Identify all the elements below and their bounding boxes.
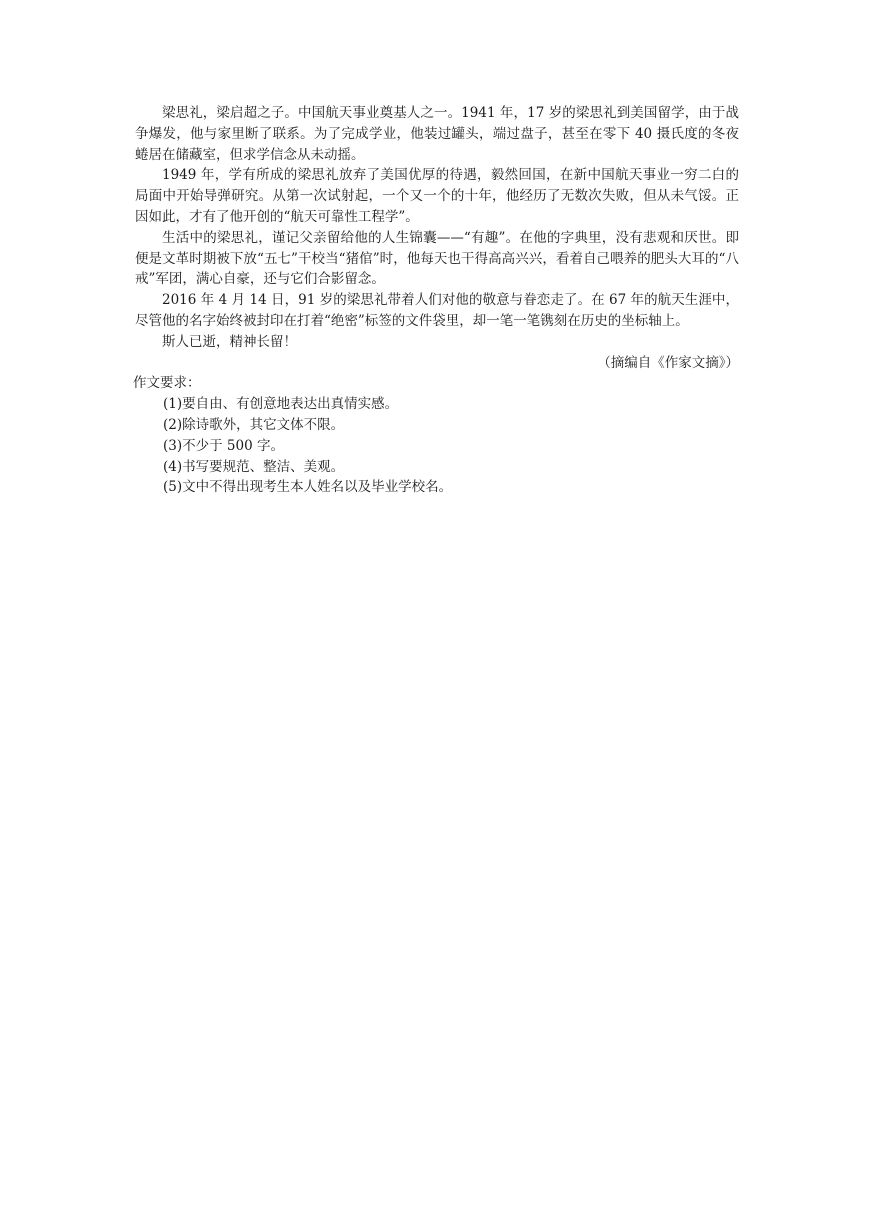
requirements-title: 作文要求： — [133, 375, 201, 392]
article-paragraph-4: 2016 年 4 月 14 日，91 岁的梁思礼带着人们对他的敬意与眷恋走了。在 67 年的航天生涯中，尽管他的名字始终被封印在打着“绝密”标签的文件袋里，却一笔一笔镌刻在历史的坐标轴上。 — [135, 292, 739, 329]
article-source: （摘编自《作家文摘》） — [597, 354, 739, 371]
requirement-item: (2)除诗歌外，其它文体不限。 — [163, 416, 345, 433]
requirement-item: (1)要自由、有创意地表达出真情实感。 — [163, 396, 399, 413]
article-paragraph-1: 梁思礼，梁启超之子。中国航天事业奠基人之一。1941 年，17 岁的梁思礼到美国留学，由于战争爆发，他与家里断了联系。为了完成学业，他装过罐头，端过盘子，甚至在零下 40 摄氏度的冬夜蜷居在储藏室，但求学信念从未动摇。 — [135, 105, 739, 163]
requirement-item: (3)不少于 500 字。 — [163, 437, 284, 454]
document-page — [135, 103, 739, 498]
article-paragraph-3: 生活中的梁思礼，谨记父亲留给他的人生锦囊——“有趣”。在他的字典里，没有悲观和厌世。即便是文革时期被下放“五七”干校当“猪倌”时，他每天也干得高高兴兴，看着自己喂养的肥头大耳的“八戒”军团，满心自豪，还与它们合影留念。 — [135, 229, 739, 288]
requirements-list — [135, 394, 739, 498]
requirement-item: (4)书写要规范、整洁、美观。 — [163, 458, 345, 475]
essay-requirements — [135, 373, 739, 498]
requirement-item: (5)文中不得出现考生本人姓名以及毕业学校名。 — [163, 479, 453, 496]
article — [135, 103, 739, 373]
article-paragraph-5: 斯人已逝，精神长留！ — [162, 333, 297, 350]
article-paragraph-2: 1949 年，学有所成的梁思礼放弃了美国优厚的待遇，毅然回国，在新中国航天事业一穷二白的局面中开始导弹研究。从第一次试射起，一个又一个的十年，他经历了无数次失败，但从未气馁。正因如此，才有了他开创的“航天可靠性工程学”。 — [135, 167, 739, 225]
